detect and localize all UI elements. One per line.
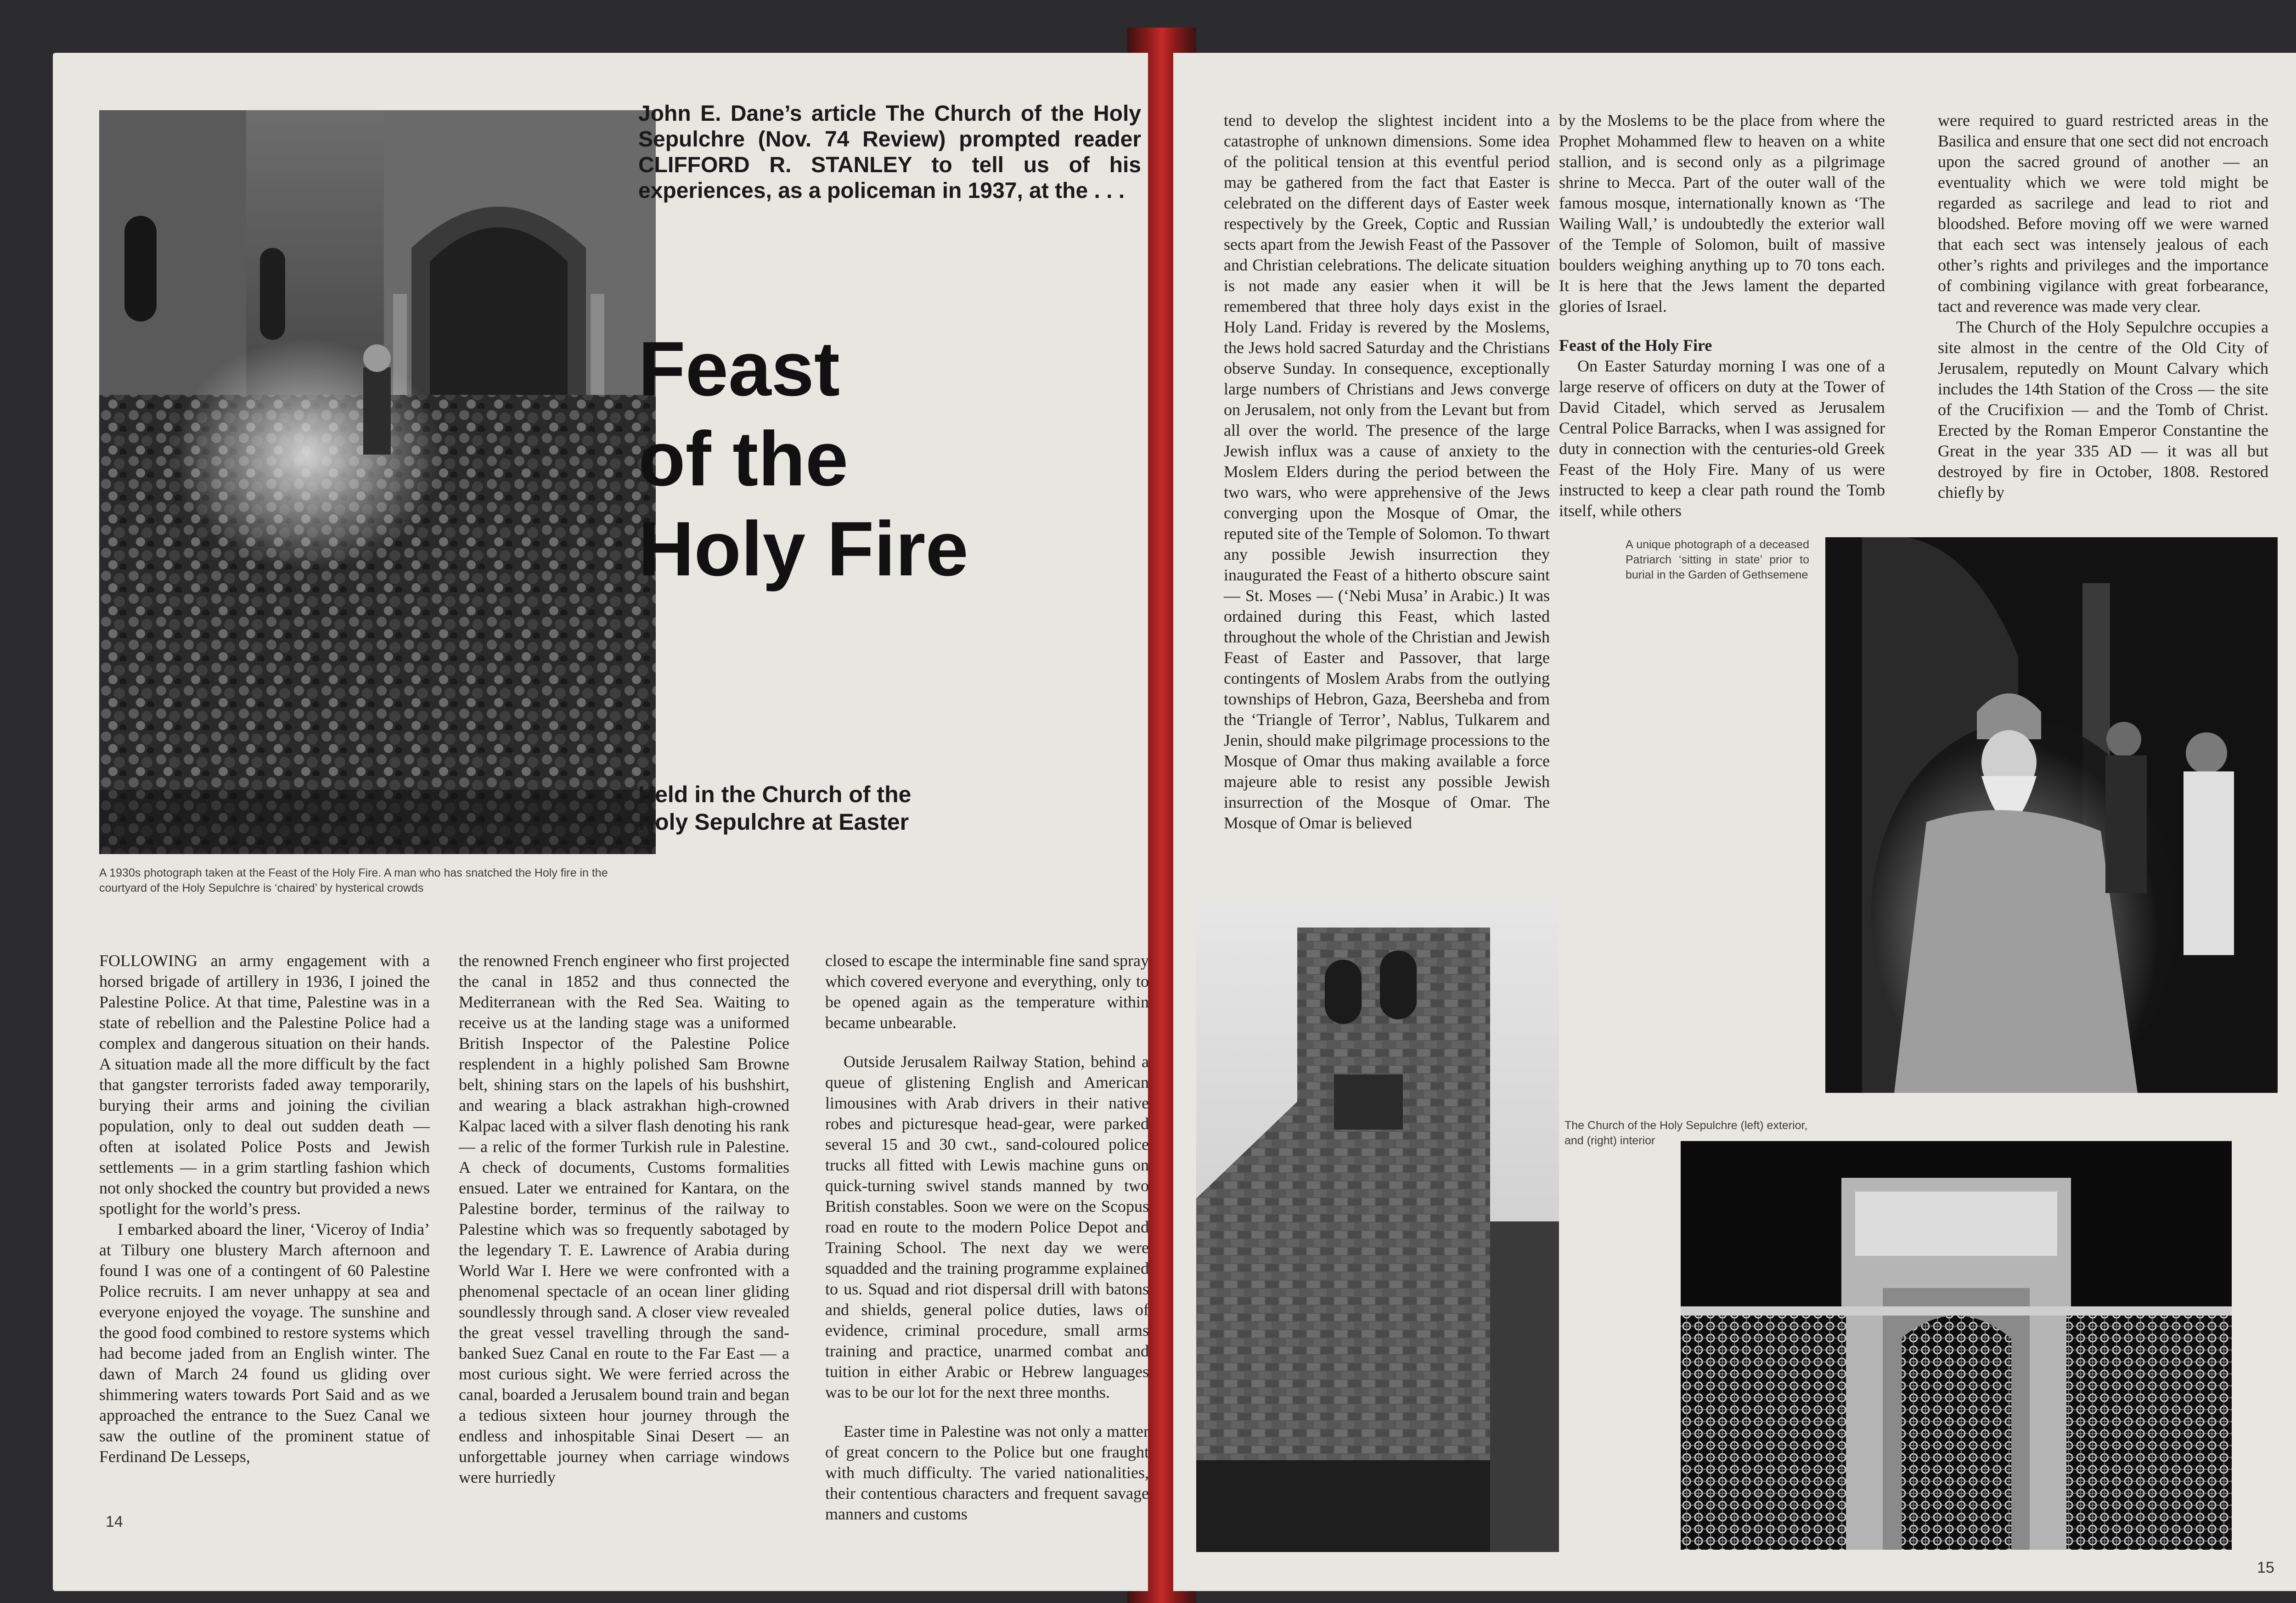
article-intro: John E. Dane’s article The Church of the Holy Sepulchre (Nov. 74 Review) prompted reader CLIFFORD R. STANLEY to tell us of his experiences, as a policeman in 1937, at the . . . (638, 101, 1141, 203)
left-page (53, 53, 1148, 1591)
paragraph: Easter time in Palestine was not only a matter of great concern to the Police but one fraught with much difficulty. The varied nationalities, their contentious characters and frequent savage manners and customs (825, 1422, 1149, 1523)
left-column-2 (459, 951, 789, 1488)
section-heading: Feast of the Holy Fire (1559, 336, 1712, 354)
article-title (638, 324, 1143, 594)
article-subtitle (638, 781, 1097, 836)
title-line-3: Holy Fire (638, 506, 968, 592)
title-line-1: Feast (638, 326, 840, 412)
paragraph: Outside Jerusalem Railway Station, behind a queue of glistening English and American limousines with Arab drivers in their native robes and picturesque head-gear, were parked several 15 and 30 cwt., sand-coloured police trucks all fitted with Lewis machine guns on quick-turning swivel stands manned by two British constables. Soon we were on the Scopus road en route to the modern Police Depot and Training School. The next day we were squadded and the training programme explained to us. Squad and riot dispersal drill with batons and shields, general police duties, laws of evidence, criminal procedure, small arms training and practice, unarmed combat and tuition in either Arabic or Hebrew languages was to be our lot for the next three months. (825, 1052, 1149, 1401)
right-page (1173, 53, 2296, 1591)
paragraph: FOLLOWING an army engagement with a horsed brigade of artillery in 1936, I joined the Palestine Police. At that time, Palestine was in a state of rebellion and the Palestine Police had a complex and dangerous situation on their hands. A situation made all the more difficult by the fact that gangster terrorists faded away temporarily, burying their arms and joining the civilian population, only to deal out sudden death — often at isolated Police Posts and Jewish settlements — in a grim startling fashion which not only shocked the country but provided a news spotlight for the world’s press. (99, 951, 430, 1218)
paragraph: I embarked aboard the liner, ‘Viceroy of India’ at Tilbury one blustery March afternoon and found I was one of a contingent of 60 Palestine Police recruits. I am never unhappy at sea and everyone enjoyed the voyage. The sunshine and the good food combined to restore systems which had become jaded from an English winter. The dawn of March 24 found us gliding over shimmering waters towards Port Said and as we approached the entrance to the Suez Canal we saw the outline of the prominent statue of Ferdinand De Lesseps, (99, 1220, 430, 1466)
right-column-3 (1938, 110, 2268, 503)
paragraph: were required to guard restricted areas in the Basilica and ensure that one sect did not encroach upon the sacred ground of another — an eventuality which we were told might be regarded as sacrilege and lead to riot and bloodshed. Before moving off we were warned that each sect was intensely jealous of each other’s rights and privileges and the importance of combining vigilance with great forbearance, tact and reverence was made very clear. (1938, 111, 2268, 315)
right-column-2 (1559, 110, 1885, 521)
paragraph: the renowned French engineer who first projected the canal in 1852 and thus connected the Mediterranean with the Red Sea. Waiting to receive us at the landing stage was a uniformed British Inspector of the Palestine Police resplendent in a highly polished Sam Browne belt, shining stars on the lapels of his bushshirt, and wearing a black astrakhan high-crowned Kalpac laced with a silver flash denoting his rank — a relic of the former Turkish rule in Palestine. A check of documents, Customs formalities ensued. Later we entrained for Kantara, on the Palestine border, terminus of the railway to Palestine which was so frequently sabotaged by the legendary T. E. Lawrence of Arabia during World War I. Here we were confronted with a phenomenal spectacle of an ocean liner gliding soundlessly through sand. A closer view revealed the great vessel travelling through the sand-banked Suez Canal en route to the Far East — a most curious sight. We were ferried across the canal, boarded a Jerusalem bound train and began a tedious sixteen hour journey through the endless and inhospitable Sinai Desert — an unforgettable journey when carriage windows were hurriedly (459, 951, 789, 1486)
right-column-1 (1224, 110, 1550, 833)
paragraph: The Church of the Holy Sepulchre occupies a site almost in the centre of the Old City of Jerusalem, reputedly on Mount Calvary which includes the 14th Station of the Cross — the site of the Crucifixion — and the Tomb of Christ. Erected by the Roman Emperor Constantine the Great in the year 335 AD — it was all but destroyed by fire in October, 1808. Restored chiefly by (1938, 318, 2268, 501)
subtitle-line-1: Held in the Church of the (638, 782, 912, 807)
paragraph: closed to escape the interminable fine sand spray which covered everyone and everything, only to be opened again as the temperature within became unbearable. (825, 951, 1149, 1032)
paragraph: On Easter Saturday morning I was one of a large reserve of officers on duty at the Tower of David Citadel, which served as Jerusalem Central Police Barracks, when I was assigned for duty in connection with the centuries-old Greek Feast of the Holy Fire. Many of us were instructed to keep a clear path round the Tomb itself, while others (1559, 357, 1885, 520)
crowd-photo (99, 110, 656, 854)
paragraph: tend to develop the slightest incident into a catastrophe of unknown dimensions. Some idea of the political tension at this eventful period may be gathered from the fact that Easter is celebrated on the different days of Easter week respectively by the Greek, Coptic and Russian sects apart from the Jewish Feast of the Passover and Christian celebrations. The delicate situation is not made any easier when it will be remembered that three holy days exist in the Holy Land. Friday is revered by the Moslems, the Jews hold sacred Saturday and the Christians observe Sunday. In consequence, exceptionally large numbers of Christians and Jews converge on Jerusalem, not only from the Levant but from all over the world. The presence of the large Jewish influx was a cause of anxiety to the Moslem Elders during the period between the two wars, who were apprehensive of the Jews converging upon the Mosque of Omar, the reputed site of the Temple of Solomon. To thwart any possible Jewish insurrection they inaugurated the Feast of a hitherto obscure saint — St. Moses — (‘Nebi Musa’ in Arabic.) It was ordained during this Feast, which lasted throughout the whole of the Christian and Jewish Feast of Easter and Passover, that large contingents of Moslem Arabs from the outlying townships of Hebron, Gaza, Beersheba and from the ‘Triangle of Terror’, Nablus, Tulkarem and Jenin, should make pilgrimage processions to the Mosque of Omar thus making available a force majeure able to resist any possible Jewish insurrection of the Mosque of Omar. The Mosque of Omar is believed (1224, 111, 1550, 832)
church-exterior-photo (1196, 900, 1559, 1552)
left-column-3 (825, 951, 1149, 1524)
crowd-photo-caption: A 1930s photograph taken at the Feast of the Holy Fire. A man who has snatched the Holy fire in the courtyard of the Holy Sepulchre is ‘chaired’ by hysterical crowds (99, 866, 608, 894)
patriarch-photo (1825, 537, 2278, 1093)
church-interior-photo (1681, 1141, 2232, 1550)
page-number-right: 15 (2257, 1559, 2274, 1576)
church-photos-caption: The Church of the Holy Sepulchre (left) exterior, and (right) interior (1564, 1119, 1808, 1147)
patriarch-photo-caption: A unique photograph of a deceased Patriarch ‘sitting in state’ prior to burial in the Garden of Gethsemene (1626, 538, 1809, 581)
left-column-1 (99, 951, 430, 1467)
page-number-left: 14 (106, 1513, 123, 1530)
title-line-2: of the (638, 416, 849, 502)
subtitle-line-2: Holy Sepulchre at Easter (638, 809, 909, 835)
paragraph: by the Moslems to be the place from where the Prophet Mohammed flew to heaven on a white stallion, and is second only as a pilgrimage shrine to Mecca. Part of the outer wall of the famous mosque, internationally known as ‘The Wailing Wall,’ is undoubtedly the exterior wall of the Temple of Solomon, built of massive boulders weighing anything up to 70 tons each. It is here that the Jews lament the departed glories of Israel. (1559, 111, 1885, 315)
